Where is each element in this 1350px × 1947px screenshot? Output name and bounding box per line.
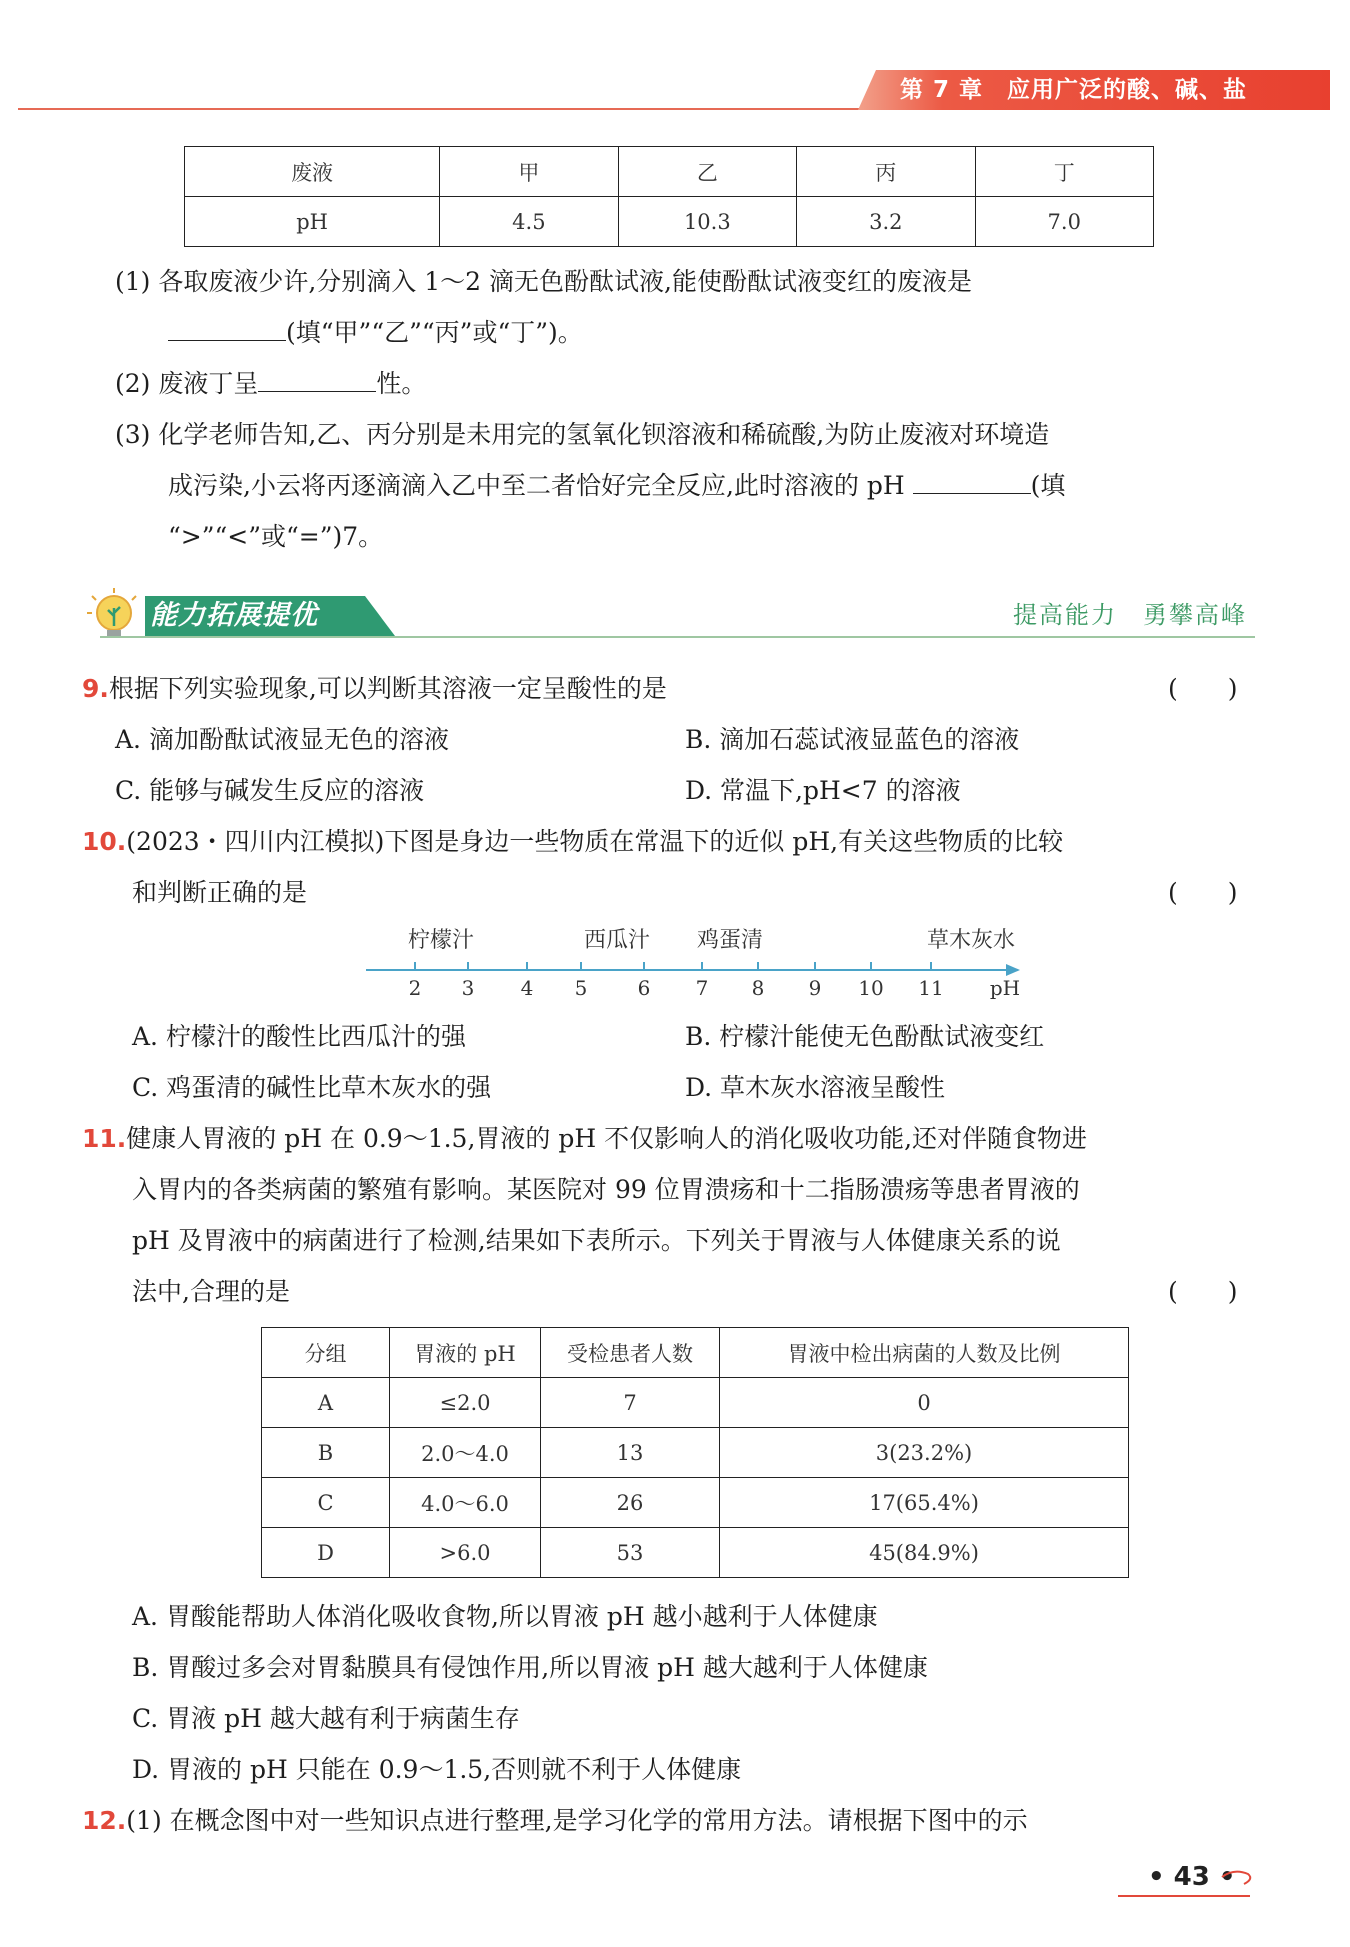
q11-option-d: D. 胃液的 pH 只能在 0.9～1.5,否则就不利于人体健康 <box>132 1755 742 1784</box>
q11-stem-line4: 法中,合理的是 <box>132 1277 290 1306</box>
q11-stem-text: 健康人胃液的 pH 在 0.9～1.5,胃液的 pH 不仅影响人的消化吸收功能,还对伴随食物进 <box>126 1124 1088 1153</box>
tick-label: 5 <box>574 976 588 1000</box>
q8-part2-text: (2) 废液丁呈 <box>115 369 259 398</box>
waste-liquid-table <box>184 146 1154 247</box>
page-number-rule <box>1118 1895 1250 1897</box>
q10-option-a: A. 柠檬汁的酸性比西瓜汁的强 <box>132 1022 466 1051</box>
q10-stem-line2: 和判断正确的是 <box>132 878 308 907</box>
tick-label: 3 <box>461 976 475 1000</box>
table-row <box>262 1378 1129 1428</box>
q11-stem-line3: pH 及胃液中的病菌进行了检测,结果如下表所示。下列关于胃液与人体健康关系的说 <box>132 1226 1061 1255</box>
tick-label: 11 <box>918 976 944 1000</box>
label-plant-ash-water: 草木灰水 <box>927 928 1016 953</box>
table-cell: 2.0～4.0 <box>390 1428 541 1478</box>
page-number-value: 43 <box>1173 1862 1210 1892</box>
table-cell: 4.0～6.0 <box>390 1478 541 1528</box>
tick-label: 6 <box>637 976 651 1000</box>
question-number: 9. <box>82 674 109 703</box>
table-row <box>262 1528 1129 1578</box>
q9-stem <box>82 672 667 706</box>
q9-option-a: A. 滴加酚酞试液显无色的溶液 <box>115 725 449 754</box>
table-cell: 废液 <box>185 147 440 197</box>
table-cell: 45(84.9%) <box>720 1528 1129 1578</box>
q8-part1-line1: (1) 各取废液少许,分别滴入 1～2 滴无色酚酞试液,能使酚酞试液变红的废液是 <box>115 267 972 296</box>
label-lemon-juice: 柠檬汁 <box>408 928 475 953</box>
table-cell: 26 <box>541 1478 720 1528</box>
section-rule <box>100 636 1255 638</box>
q10-stem-text: (2023・四川内江模拟)下图是身边一些物质在常温下的近似 pH,有关这些物质的比较 <box>126 827 1064 856</box>
page-curl-icon <box>1220 1866 1254 1888</box>
table-cell: 丁 <box>975 147 1153 197</box>
label-watermelon-juice: 西瓜汁 <box>584 928 651 953</box>
q11-option-a: A. 胃酸能帮助人体消化吸收食物,所以胃液 pH 越小越利于人体健康 <box>132 1602 878 1631</box>
q8-part3-line3: “>”“<”或“=”)7。 <box>168 522 384 551</box>
table-cell: 7.0 <box>975 197 1153 247</box>
question-number: 12. <box>82 1806 127 1835</box>
q8-part3-hint: (填 <box>1030 471 1066 500</box>
table-cell: A <box>262 1378 390 1428</box>
table-cell: 3(23.2%) <box>720 1428 1129 1478</box>
q11-stem-line2: 入胃内的各类病菌的繁殖有影响。某医院对 99 位胃溃疡和十二指肠溃疡等患者胃液的 <box>132 1175 1080 1204</box>
table-cell: 0 <box>720 1378 1129 1428</box>
q8-part3-line1: (3) 化学老师告知,乙、丙分别是未用完的氢氧化钡溶液和稀硫酸,为防止废液对环境造 <box>115 420 1050 449</box>
answer-paren[interactable]: ( ) <box>1168 674 1238 703</box>
answer-blank[interactable] <box>168 318 286 341</box>
axis-unit: pH <box>989 976 1021 1000</box>
table-header-cell: 分组 <box>262 1328 390 1378</box>
q11-stem-line1 <box>82 1122 1087 1156</box>
table-cell: 13 <box>541 1428 720 1478</box>
q8-part2-line <box>115 367 426 401</box>
tick-label: 7 <box>695 976 709 1000</box>
table-cell: 7 <box>541 1378 720 1428</box>
arrow-head-icon <box>1006 964 1020 976</box>
table-header-row <box>262 1328 1129 1378</box>
answer-paren[interactable]: ( ) <box>1168 1277 1238 1306</box>
q8-part3-line2 <box>168 469 1065 503</box>
gastric-ph-table <box>261 1327 1129 1578</box>
table-cell: 10.3 <box>618 197 797 247</box>
q11-option-b: B. 胃酸过多会对胃黏膜具有侵蚀作用,所以胃液 pH 越大越利于人体健康 <box>132 1653 928 1682</box>
q10-option-c: C. 鸡蛋清的碱性比草木灰水的强 <box>132 1073 492 1102</box>
tick-label: 8 <box>751 976 765 1000</box>
table-header-cell: 受检患者人数 <box>541 1328 720 1378</box>
q9-option-b: B. 滴加石蕊试液显蓝色的溶液 <box>685 725 1020 754</box>
question-number: 10. <box>82 827 127 856</box>
q8-part1-hint: (填“甲”“乙”“丙”或“丁”)。 <box>286 318 583 347</box>
table-row <box>185 147 1154 197</box>
q8-part2-tail: 性。 <box>376 369 427 398</box>
q12-stem <box>82 1804 1028 1838</box>
q10-option-b: B. 柠檬汁能使无色酚酞试液变红 <box>685 1022 1045 1051</box>
section-title: 能力拓展提优 <box>150 600 318 631</box>
table-cell: 17(65.4%) <box>720 1478 1129 1528</box>
table-row <box>185 197 1154 247</box>
q9-stem-text: 根据下列实验现象,可以判断其溶液一定呈酸性的是 <box>108 674 667 703</box>
table-cell: B <box>262 1428 390 1478</box>
q11-option-c: C. 胃液 pH 越大越有利于病菌生存 <box>132 1704 520 1733</box>
q10-option-d: D. 草木灰水溶液呈酸性 <box>685 1073 946 1102</box>
tick-label: 4 <box>520 976 534 1000</box>
q10-stem-line1 <box>82 825 1063 859</box>
table-row <box>262 1478 1129 1528</box>
q9-option-c: C. 能够与碱发生反应的溶液 <box>115 776 425 805</box>
chapter-title: 第 7 章 应用广泛的酸、碱、盐 <box>900 77 1248 103</box>
tick-label: 9 <box>808 976 822 1000</box>
answer-blank[interactable] <box>258 369 376 392</box>
q8-part1-line2 <box>168 316 583 350</box>
table-cell: >6.0 <box>390 1528 541 1578</box>
table-cell: 乙 <box>618 147 797 197</box>
table-row <box>262 1428 1129 1478</box>
q12-stem-text: (1) 在概念图中对一些知识点进行整理,是学习化学的常用方法。请根据下图中的示 <box>126 1806 1028 1835</box>
table-cell: pH <box>185 197 440 247</box>
table-cell: 53 <box>541 1528 720 1578</box>
table-cell: 3.2 <box>797 197 975 247</box>
q8-part3-text: 成污染,小云将丙逐滴滴入乙中至二者恰好完全反应,此时溶液的 pH <box>168 471 905 500</box>
page-number: • 43 • <box>1148 1862 1236 1892</box>
table-cell: 甲 <box>440 147 618 197</box>
table-header-cell: 胃液中检出病菌的人数及比例 <box>720 1328 1129 1378</box>
answer-blank[interactable] <box>913 471 1031 494</box>
table-cell: D <box>262 1528 390 1578</box>
table-cell: 丙 <box>797 147 975 197</box>
label-egg-white: 鸡蛋清 <box>697 928 764 953</box>
question-number: 11. <box>82 1124 127 1153</box>
table-cell: C <box>262 1478 390 1528</box>
tick-label: 2 <box>408 976 422 1000</box>
q9-option-d: D. 常温下,pH<7 的溶液 <box>685 776 961 805</box>
table-cell: 4.5 <box>440 197 618 247</box>
table-cell: ≤2.0 <box>390 1378 541 1428</box>
answer-paren[interactable]: ( ) <box>1168 878 1238 907</box>
tick-label: 10 <box>858 976 884 1000</box>
section-subtitle: 提高能力 勇攀高峰 <box>1013 601 1247 629</box>
table-header-cell: 胃液的 pH <box>390 1328 541 1378</box>
